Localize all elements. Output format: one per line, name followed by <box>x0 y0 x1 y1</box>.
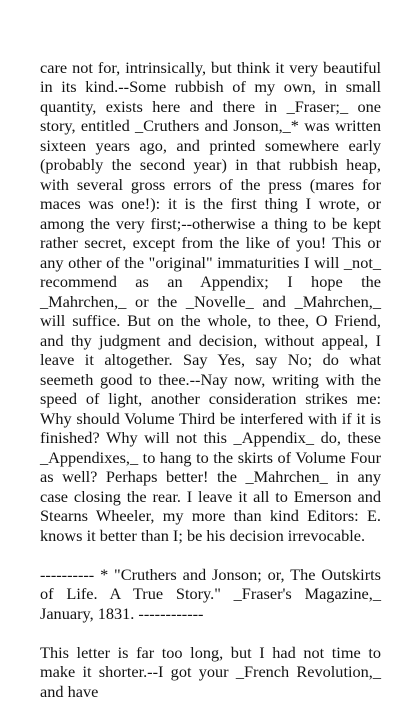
document-body <box>40 38 381 721</box>
body-paragraph: care not for, intrinsically, but think it very beautiful in its kind.--Some rubbish of my own, in small quantity, exists here and there in _Fraser;_ one story, entitled _Cruthers and Jonson,_* was written sixteen years ago, and printed somewhere early (probably the second year) in that rubbish heap, with several gross errors of the press (mares for maces was one!): it is the first thing I wrote, or among the very first;--otherwise a thing to be kept rather secret, except from the like of you! This or any other of the "original" immaturities I will _not_ recommend as an Appendix; I hope the _Mahrchen,_ or the _Novelle_ and _Mahrchen,_ will suffice. But on the whole, to thee, O Friend, and thy judgment and decision, without appeal, I leave it altogether. Say Yes, say No; do what seemeth good to thee.--Nay now, writing with the speed of light, another consideration strikes me: Why should Volume Third be interfered with if it is finished? Why will not this _Appendix_ do, these _Appendixes,_ to hang to the skirts of Volume Four as well? Perhaps better! the _Mahrchen_ in any case closing the rear. I leave it all to Emerson and Stearns Wheeler, my more than kind Editors: E. knows it better than I; be his decision irrevocable. <box>40 57 381 545</box>
footnote-text: ---------- * "Cruthers and Jonson; or, The Outskirts of Life. A True Story." _Fraser's Magazine,_ January, 1831. ------------ <box>40 564 381 623</box>
body-paragraph-continued: This letter is far too long, but I had not time to make it shorter.--I got your _French Revolution,_ and have <box>40 642 381 701</box>
